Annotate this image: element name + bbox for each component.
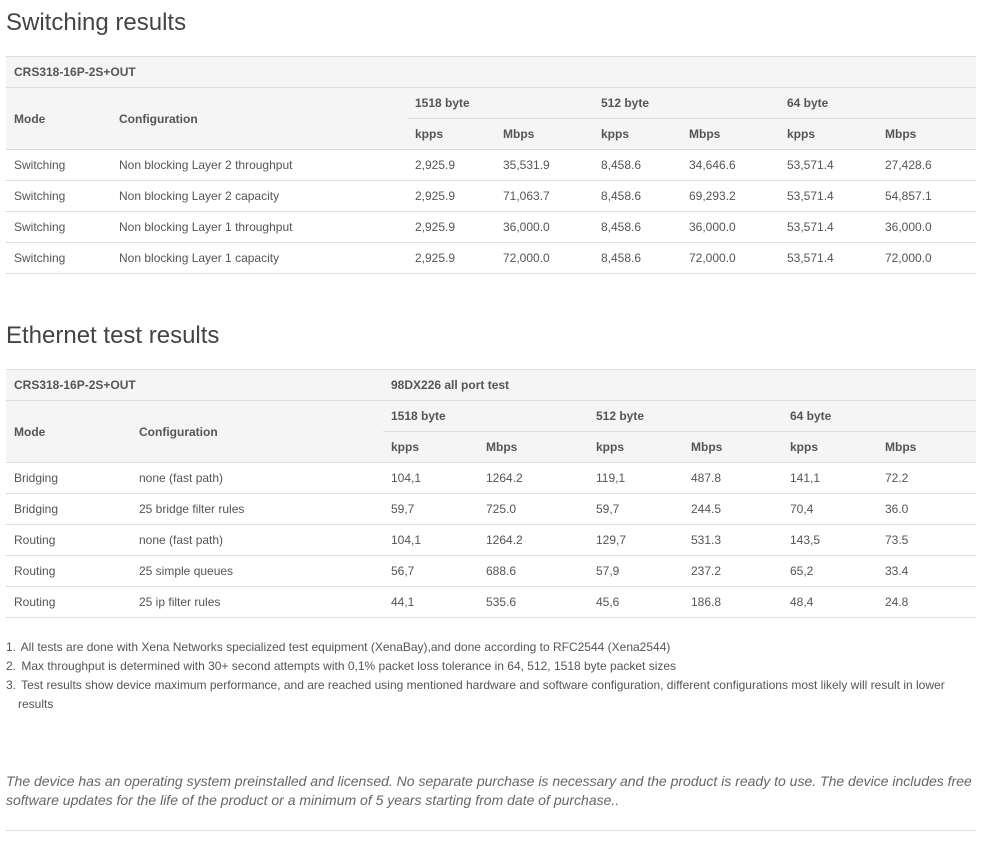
value-cell: 2,925.9 <box>407 181 495 212</box>
value-cell: 36,000.0 <box>495 212 593 243</box>
value-cell: 48,4 <box>782 587 877 618</box>
group-header-1518: 1518 byte <box>383 401 588 432</box>
kpps-header: kpps <box>407 119 495 150</box>
value-cell: 8,458.6 <box>593 150 681 181</box>
device-model-header: CRS318-16P-2S+OUT <box>6 57 976 88</box>
ethernet-test-results-heading: Ethernet test results <box>6 322 220 349</box>
switching-results-heading: Switching results <box>6 9 187 36</box>
value-cell: 104,1 <box>383 463 478 494</box>
value-cell: 53,571.4 <box>779 150 877 181</box>
mbps-header: Mbps <box>478 432 588 463</box>
value-cell: 56,7 <box>383 556 478 587</box>
configuration-cell: 25 bridge filter rules <box>131 494 383 525</box>
mode-header: Mode <box>6 401 131 463</box>
value-cell: 72.2 <box>877 463 976 494</box>
configuration-cell: none (fast path) <box>131 463 383 494</box>
mode-cell: Routing <box>6 525 131 556</box>
group-header-64: 64 byte <box>782 401 976 432</box>
mode-cell: Switching <box>6 212 111 243</box>
value-cell: 2,925.9 <box>407 212 495 243</box>
value-cell: 2,925.9 <box>407 243 495 274</box>
value-cell: 1264.2 <box>478 525 588 556</box>
mode-cell: Switching <box>6 243 111 274</box>
group-header-512: 512 byte <box>593 88 779 119</box>
configuration-cell: 25 ip filter rules <box>131 587 383 618</box>
group-header-64: 64 byte <box>779 88 976 119</box>
mode-cell: Switching <box>6 181 111 212</box>
value-cell: 54,857.1 <box>877 181 976 212</box>
value-cell: 2,925.9 <box>407 150 495 181</box>
kpps-header: kpps <box>588 432 683 463</box>
value-cell: 186.8 <box>683 587 782 618</box>
mode-cell: Routing <box>6 556 131 587</box>
kpps-header: kpps <box>593 119 681 150</box>
value-cell: 71,063.7 <box>495 181 593 212</box>
table-row <box>6 212 976 243</box>
table-row <box>6 525 976 556</box>
mbps-header: Mbps <box>877 432 976 463</box>
value-cell: 35,531.9 <box>495 150 593 181</box>
note-number: 1. <box>6 640 17 654</box>
mode-header: Mode <box>6 88 111 150</box>
value-cell: 531.3 <box>683 525 782 556</box>
value-cell: 69,293.2 <box>681 181 779 212</box>
value-cell: 688.6 <box>478 556 588 587</box>
kpps-header: kpps <box>782 432 877 463</box>
value-cell: 53,571.4 <box>779 181 877 212</box>
switching-results-table <box>6 56 976 274</box>
note-item <box>6 638 966 657</box>
value-cell: 8,458.6 <box>593 212 681 243</box>
mbps-header: Mbps <box>681 119 779 150</box>
value-cell: 244.5 <box>683 494 782 525</box>
value-cell: 59,7 <box>588 494 683 525</box>
value-cell: 129,7 <box>588 525 683 556</box>
configuration-cell: Non blocking Layer 1 throughput <box>111 212 407 243</box>
value-cell: 36.0 <box>877 494 976 525</box>
value-cell: 725.0 <box>478 494 588 525</box>
configuration-cell: none (fast path) <box>131 525 383 556</box>
license-disclaimer: The device has an operating system preinstalled and licensed. No separate purchase is necessary and the product is ready to use. The device includes free software updates for the life of the product or a minimum of 5 years starting from date of purchase.. <box>6 773 972 808</box>
table-row <box>6 181 976 212</box>
mode-cell: Bridging <box>6 463 131 494</box>
table-row <box>6 463 976 494</box>
configuration-cell: Non blocking Layer 2 capacity <box>111 181 407 212</box>
note-number: 3. <box>6 678 17 692</box>
mode-cell: Routing <box>6 587 131 618</box>
value-cell: 44,1 <box>383 587 478 618</box>
table-row <box>6 243 976 274</box>
value-cell: 70,4 <box>782 494 877 525</box>
mbps-header: Mbps <box>877 119 976 150</box>
value-cell: 57,9 <box>588 556 683 587</box>
test-notes-list <box>6 638 966 714</box>
note-text: Test results show device maximum performance, and are reached using mentioned hardware and software configuration, different configurations most likely will result in lower results <box>18 678 945 711</box>
configuration-cell: Non blocking Layer 1 capacity <box>111 243 407 274</box>
note-item <box>6 676 966 714</box>
mode-cell: Switching <box>6 150 111 181</box>
value-cell: 237.2 <box>683 556 782 587</box>
value-cell: 36,000.0 <box>681 212 779 243</box>
configuration-cell: Non blocking Layer 2 throughput <box>111 150 407 181</box>
value-cell: 59,7 <box>383 494 478 525</box>
configuration-cell: 25 simple queues <box>131 556 383 587</box>
group-header-512: 512 byte <box>588 401 782 432</box>
value-cell: 119,1 <box>588 463 683 494</box>
ethernet-test-results-table <box>6 369 976 618</box>
test-name-header: 98DX226 all port test <box>383 370 976 401</box>
value-cell: 72,000.0 <box>877 243 976 274</box>
value-cell: 72,000.0 <box>681 243 779 274</box>
value-cell: 36,000.0 <box>877 212 976 243</box>
value-cell: 27,428.6 <box>877 150 976 181</box>
mbps-header: Mbps <box>683 432 782 463</box>
value-cell: 535.6 <box>478 587 588 618</box>
value-cell: 1264.2 <box>478 463 588 494</box>
value-cell: 104,1 <box>383 525 478 556</box>
configuration-header: Configuration <box>111 88 407 150</box>
value-cell: 65,2 <box>782 556 877 587</box>
table-row <box>6 556 976 587</box>
value-cell: 8,458.6 <box>593 181 681 212</box>
group-header-1518: 1518 byte <box>407 88 593 119</box>
table-row <box>6 587 976 618</box>
note-number: 2. <box>6 659 17 673</box>
note-text: Max throughput is determined with 30+ second attempts with 0,1% packet loss tolerance in 64, 512, 1518 byte packet sizes <box>21 659 677 673</box>
configuration-header: Configuration <box>131 401 383 463</box>
device-model-header: CRS318-16P-2S+OUT <box>6 370 383 401</box>
value-cell: 8,458.6 <box>593 243 681 274</box>
divider <box>6 830 976 831</box>
table-row <box>6 150 976 181</box>
value-cell: 53,571.4 <box>779 212 877 243</box>
kpps-header: kpps <box>779 119 877 150</box>
table-row <box>6 494 976 525</box>
mbps-header: Mbps <box>495 119 593 150</box>
value-cell: 141,1 <box>782 463 877 494</box>
note-item <box>6 657 966 676</box>
value-cell: 45,6 <box>588 587 683 618</box>
mode-cell: Bridging <box>6 494 131 525</box>
value-cell: 143,5 <box>782 525 877 556</box>
value-cell: 24.8 <box>877 587 976 618</box>
value-cell: 487.8 <box>683 463 782 494</box>
value-cell: 33.4 <box>877 556 976 587</box>
note-text: All tests are done with Xena Networks specialized test equipment (XenaBay),and done according to RFC2544 (Xena2544) <box>20 640 671 654</box>
value-cell: 53,571.4 <box>779 243 877 274</box>
value-cell: 73.5 <box>877 525 976 556</box>
kpps-header: kpps <box>383 432 478 463</box>
value-cell: 34,646.6 <box>681 150 779 181</box>
value-cell: 72,000.0 <box>495 243 593 274</box>
